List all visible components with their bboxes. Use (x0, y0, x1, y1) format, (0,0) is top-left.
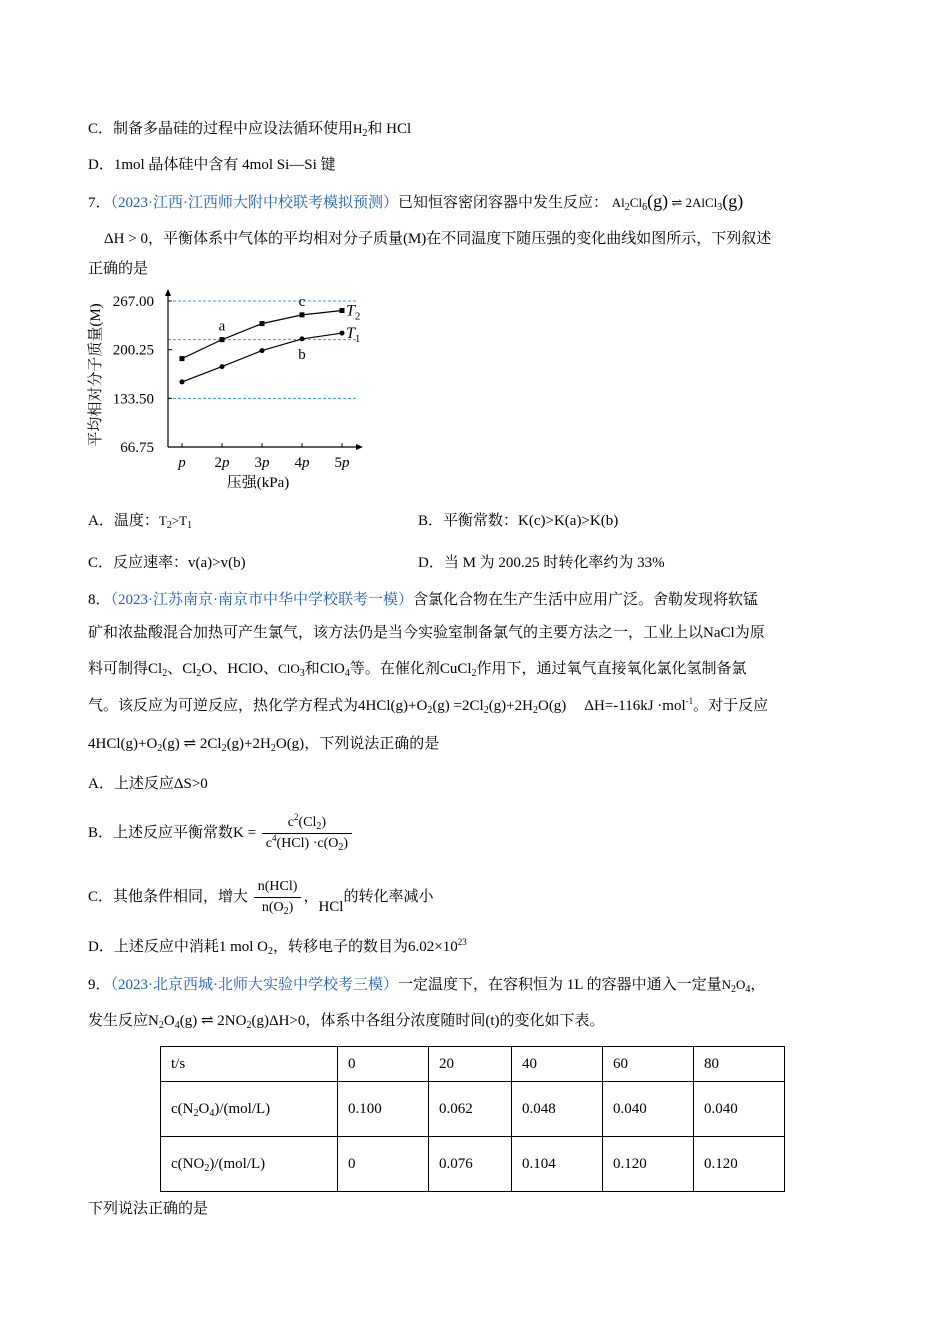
table-cell: t/s (161, 1047, 338, 1082)
q9-concentration-table (160, 1046, 785, 1192)
equilibrium-arrow-icon: ⇌ (671, 195, 683, 210)
table-cell: 0.048 (512, 1082, 603, 1137)
table-cell: 0 (338, 1137, 429, 1192)
data-point (260, 348, 265, 353)
table-cell: 0.040 (694, 1082, 785, 1137)
q9-source: （2023·北京西城·北师大实验中学校考三模） (110, 977, 399, 993)
q6-option-d: D．1mol 晶体硅中含有 4mol Si—Si 键 (88, 157, 336, 173)
series-label-t1: $T_1$ (346, 325, 361, 346)
data-point (340, 308, 345, 313)
table-cell: 0.062 (429, 1082, 512, 1137)
q8-source: （2023·江苏南京·南京市中华中学校联考一模） (110, 592, 414, 608)
q7-option-b: B．平衡常数：K(c)>K(a)>K(b) (418, 513, 619, 529)
table-cell: 0.104 (512, 1137, 603, 1192)
table-header-row (161, 1047, 785, 1082)
q7-stem-line2: ΔH > 0，平衡体系中气体的平均相对分子质量(M)在不同温度下随压强的变化曲线如图所示，下列叙述 (104, 231, 772, 247)
q8-stem-line3: 料可制得$Cl_2$、$Cl_2O$、HClO、ClO$_3$和ClO$_4$等。在催化剂CuCl$_2$作用下，通过氧气直接氧化氯化氢制备氯 (88, 661, 747, 679)
q9-followup: 下列说法正确的是 (88, 1201, 209, 1217)
q9-stem-line1: 9．（2023·北京西城·北师大实验中学校考三模）一定温度下，在容积恒为 1L 的容器中通入一定量$N_2O_4$， (88, 977, 766, 995)
table-cell: 0.100 (338, 1082, 429, 1137)
q8-number: 8． (88, 592, 111, 608)
q6-option-c: C．制备多晶硅的过程中应设法循环使用$H_2$和 HCl (88, 121, 412, 139)
q8-option-d: D．上述反应中消耗1 mol $O_2$，转移电子的数目为$6.02\times 10^{23}$ (88, 937, 467, 957)
x-tick-label: 4p (294, 455, 310, 471)
data-point (220, 337, 225, 342)
q7-source: （2023·江西·江西师大附中校联考模拟预测） (110, 195, 399, 211)
q8-option-c: C．其他条件相同，增大 $\frac{\text{n(HCl)}}{n(O_2)}$ ，HCl的转化率减小 (88, 879, 434, 918)
q7-option-c: C．反应速率：v(a)>v(b) (88, 555, 246, 571)
table-cell: 60 (603, 1047, 694, 1082)
q7-option-a: A．温度：$T_2>T_1$ (88, 513, 193, 531)
x-axis-label: 压强(kPa) (226, 475, 290, 491)
x-tick-label: p (178, 455, 186, 471)
point-label: a (218, 318, 226, 335)
x-tick-label: 3p (254, 455, 270, 471)
q9-stem-line2: 发生反应$N_2O_4(g)$ ⇌ $2NO_2(g)\Delta H>0$，体系中各组分浓度随时间(t)的变化如下表。 (88, 1013, 605, 1031)
q8-stem-line1: 8．（2023·江苏南京·南京市中华中学校联考一模）含氯化合物在生产生活中应用广泛。舍勒发现将软锰 (88, 592, 759, 608)
table-row-label: $c(NO_2)/(mol/L)$ (161, 1137, 338, 1192)
q8-stem-line5: $4HCl(g)+O_2(g)$ ⇌ $2Cl_2(g)+2H_2O(g)$，下列说法正确的是 (88, 736, 440, 754)
q7-delta-h: ΔH > 0 (104, 231, 148, 247)
ratio-fraction: $\frac{\text{n(HCl)}}{n(O_2)}$ (254, 878, 302, 917)
q7-chart (86, 287, 376, 495)
series-label-t2: $T_2$ (346, 302, 361, 323)
equilibrium-arrow-icon: ⇌ (200, 1013, 214, 1029)
y-axis-label: 平均相对分子质量(M) (88, 303, 104, 447)
q9-number: 9． (88, 977, 111, 993)
y-tick-label: 267.00 (112, 294, 154, 310)
q8-option-a: A．上述反应ΔS>0 (88, 776, 208, 792)
data-point (220, 364, 225, 369)
q8-option-b: B．上述反应平衡常数K = $\frac{c^2(Cl_2)}{c^4(HCl) \cdot c(O_2)}$ (88, 808, 860, 858)
data-point (180, 356, 185, 361)
q7-number: 7． (88, 195, 111, 211)
point-label: b (298, 346, 306, 363)
data-point (180, 379, 185, 384)
table-cell: 20 (429, 1047, 512, 1082)
q7-stem-line3: 正确的是 (88, 261, 149, 277)
table-row-label: $c(N_2O_4)/(mol/L)$ (161, 1082, 338, 1137)
q7-equation: $Al_2Cl_6(g)$ ⇌ 2AlCl$_3$(g) (611, 191, 744, 213)
q7-option-d: D．当 M 为 200.25 时转化率约为 33% (418, 555, 665, 571)
equilibrium-arrow-icon: ⇌ (183, 736, 197, 752)
y-tick-label: 133.50 (112, 391, 154, 408)
equilibrium-constant-fraction: $\frac{c^2(Cl_2)}{c^4(HCl) \cdot c(O_2)}$ (262, 814, 352, 853)
y-axis-arrow-icon (165, 289, 171, 296)
table-cell: 80 (694, 1047, 785, 1082)
y-tick-label: 66.75 (120, 440, 154, 456)
table-cell: 0.120 (603, 1137, 694, 1192)
data-point (260, 321, 265, 326)
table-cell: 40 (512, 1047, 603, 1082)
table-cell: 0.040 (603, 1082, 694, 1137)
table-cell: 0.120 (694, 1137, 785, 1192)
x-tick-label: 2p (214, 455, 230, 471)
series-line-t1 (182, 333, 342, 382)
h2-formula: $H_2$ (353, 121, 368, 139)
q8-stem-line4: 气。该反应为可逆反应，热化学方程式为$4HCl(g)+O_2(g) =2Cl_2(g)+2H_2O(g)$ ΔH=-116kJ ·mol$^{-1}$。对于反应 (88, 696, 769, 716)
data-point (340, 331, 345, 336)
data-point (300, 312, 305, 317)
x-axis-arrow-icon (356, 444, 363, 450)
q8-stem-line2: 矿和浓盐酸混合加热可产生氯气，该方法仍是当今实验室制备氯气的主要方法之一，工业上以NaCl为原 (88, 625, 765, 641)
data-point (300, 336, 305, 341)
q7-stem-line1: 7．（2023·江西·江西师大附中校联考模拟预测）已知恒容密闭容器中发生反应： $Al_2Cl_6(g)$ ⇌ 2AlCl$_3$(g) (88, 191, 744, 213)
point-label: c (298, 293, 306, 310)
x-tick-label: 5p (334, 455, 350, 471)
table-cell: 0.076 (429, 1137, 512, 1192)
table-row (161, 1137, 785, 1192)
y-tick-label: 200.25 (112, 342, 154, 359)
table-row (161, 1082, 785, 1137)
table-cell: 0 (338, 1047, 429, 1082)
